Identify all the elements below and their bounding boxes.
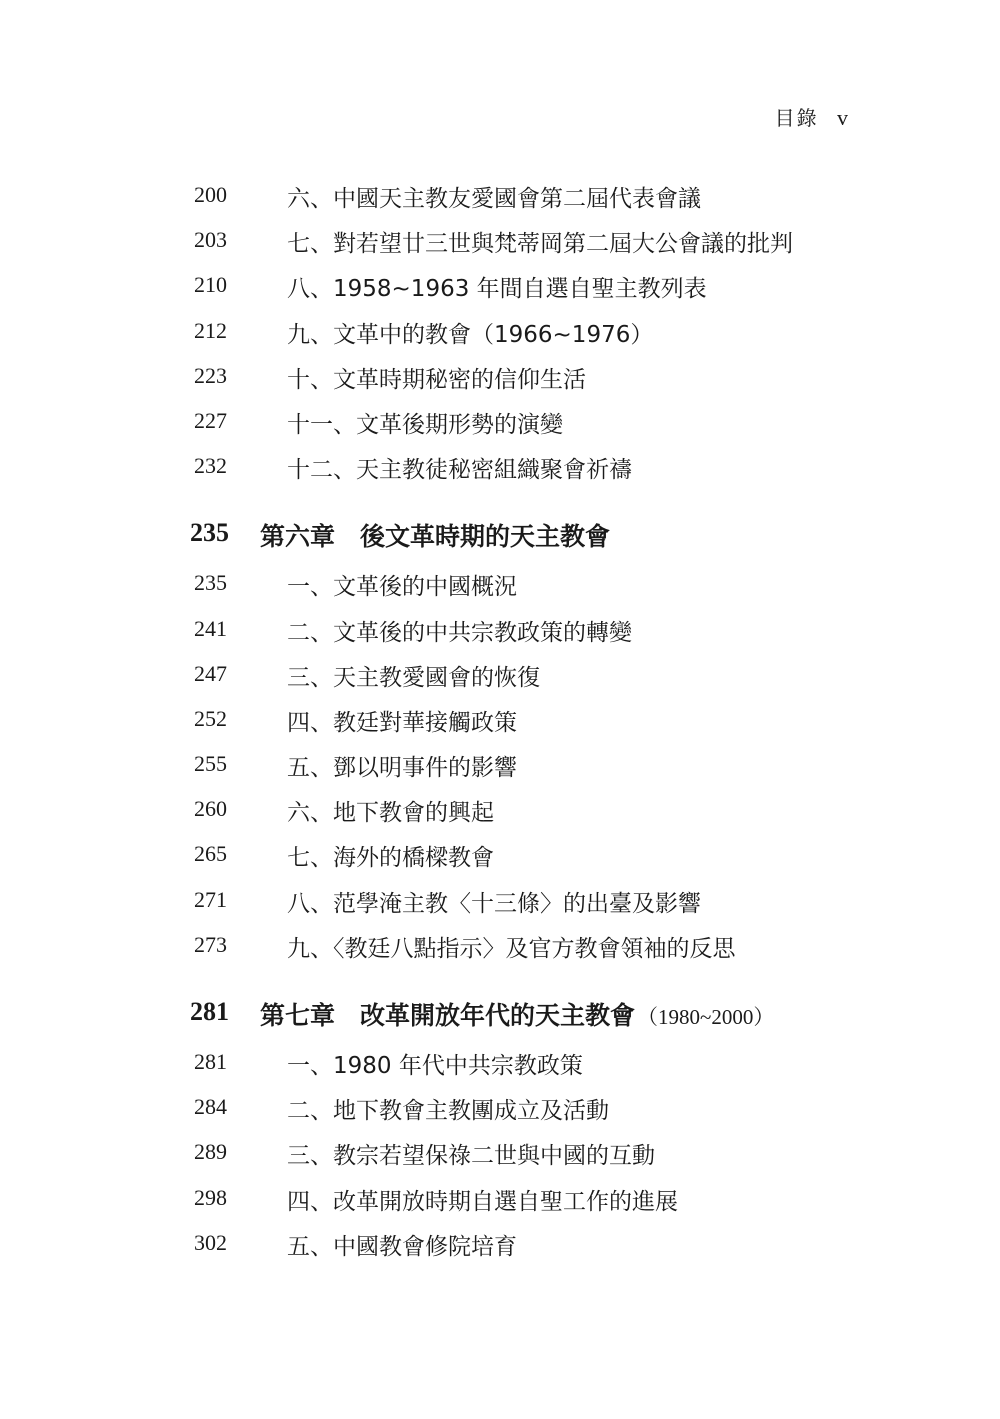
toc-page-number: 241	[194, 615, 227, 641]
toc-section-title: 八、范學淹主教〈十三條〉的出臺及影響	[287, 890, 701, 917]
toc-chapter-date-range: （1980~2000）	[637, 1005, 775, 1029]
toc-section-title: 一、1980 年代中共宗教政策	[287, 1053, 583, 1079]
toc-section-title: 四、教廷對華接觸政策	[287, 709, 517, 736]
toc-page-number: 271	[194, 886, 227, 912]
toc-page-number: 227	[194, 407, 227, 433]
table-of-contents	[0, 176, 1000, 1269]
toc-page-number: 265	[194, 841, 227, 867]
toc-entry	[0, 266, 1000, 311]
toc-page-number: 281	[194, 1049, 227, 1074]
toc-chapter-title	[260, 996, 774, 1032]
toc-section-title: 八、1958~1963 年間自選自聖主教列表	[287, 276, 707, 303]
toc-entry	[0, 610, 1000, 655]
toc-chapter-page-number: 235	[190, 518, 229, 548]
toc-entry	[0, 881, 1000, 926]
toc-entry	[0, 312, 1000, 357]
toc-section-title: 十、文革時期秘密的信仰生活	[287, 366, 586, 393]
toc-entry	[0, 1179, 1000, 1224]
toc-section-title: 二、文革後的中共宗教政策的轉變	[287, 619, 632, 646]
toc-entry	[0, 1224, 1000, 1269]
toc-entry	[0, 655, 1000, 700]
toc-entry	[0, 564, 1000, 609]
toc-page-number: 284	[194, 1094, 227, 1120]
toc-chapter-title: 第六章 後文革時期的天主教會	[260, 522, 611, 552]
toc-page-number: 232	[194, 453, 227, 479]
toc-entry	[0, 1088, 1000, 1133]
toc-section-title: 九、〈教廷八點指示〉及官方教會領袖的反思	[287, 935, 736, 962]
toc-section-title: 六、地下教會的興起	[287, 800, 494, 827]
toc-page-number: 203	[194, 227, 227, 253]
toc-page-number: 302	[194, 1229, 227, 1255]
header-page-number: v	[837, 105, 850, 130]
toc-page-number: 247	[194, 660, 227, 686]
toc-entry	[0, 176, 1000, 221]
toc-entry	[0, 447, 1000, 492]
toc-chapter-heading	[0, 498, 1000, 564]
toc-entry	[0, 745, 1000, 790]
toc-section-title: 四、改革開放時期自選自聖工作的進展	[287, 1188, 678, 1215]
toc-entry	[0, 221, 1000, 266]
toc-entry	[0, 402, 1000, 447]
toc-page-number: 252	[194, 705, 227, 731]
toc-section-title: 二、地下教會主教團成立及活動	[287, 1098, 609, 1125]
toc-section-title: 六、中國天主教友愛國會第二屆代表會議	[287, 186, 701, 212]
toc-section-title: 十一、文革後期形勢的演變	[287, 411, 563, 438]
toc-section-title: 一、文革後的中國概況	[287, 574, 517, 601]
toc-page-number: 235	[194, 570, 227, 596]
toc-entry	[0, 357, 1000, 402]
toc-page-number: 200	[194, 182, 227, 207]
toc-page-number: 255	[194, 751, 227, 777]
toc-page-number: 298	[194, 1184, 227, 1210]
toc-page-number: 210	[194, 272, 227, 298]
toc-section-title: 九、文革中的教會（1966~1976）	[287, 321, 654, 348]
toc-section-title: 七、對若望廿三世與梵蒂岡第二屆大公會議的批判	[287, 231, 793, 258]
toc-chapter-heading	[0, 977, 1000, 1043]
toc-chapter-page-number: 281	[190, 997, 229, 1026]
toc-entry	[0, 790, 1000, 835]
toc-section-title: 三、教宗若望保祿二世與中國的互動	[287, 1143, 655, 1170]
header-label: 目錄	[774, 106, 819, 130]
toc-entry	[0, 835, 1000, 880]
toc-page-number: 273	[194, 931, 227, 957]
toc-section-title: 三、天主教愛國會的恢復	[287, 664, 540, 691]
toc-section-title: 七、海外的橋樑教會	[287, 845, 494, 872]
toc-entry	[0, 1133, 1000, 1178]
running-header	[775, 102, 850, 131]
toc-page-number: 260	[194, 796, 227, 822]
toc-page-number: 212	[194, 317, 227, 343]
toc-section-title: 十二、天主教徒秘密組織聚會祈禱	[287, 457, 632, 484]
toc-section-title: 五、中國教會修院培育	[287, 1233, 517, 1260]
toc-page-number: 223	[194, 362, 227, 388]
toc-page-number: 289	[194, 1139, 227, 1165]
toc-chapter-title-text: 第七章 改革開放年代的天主教會	[260, 1001, 636, 1030]
toc-entry	[0, 926, 1000, 971]
toc-entry	[0, 1043, 1000, 1088]
toc-entry	[0, 700, 1000, 745]
toc-section-title: 五、鄧以明事件的影響	[287, 755, 517, 782]
